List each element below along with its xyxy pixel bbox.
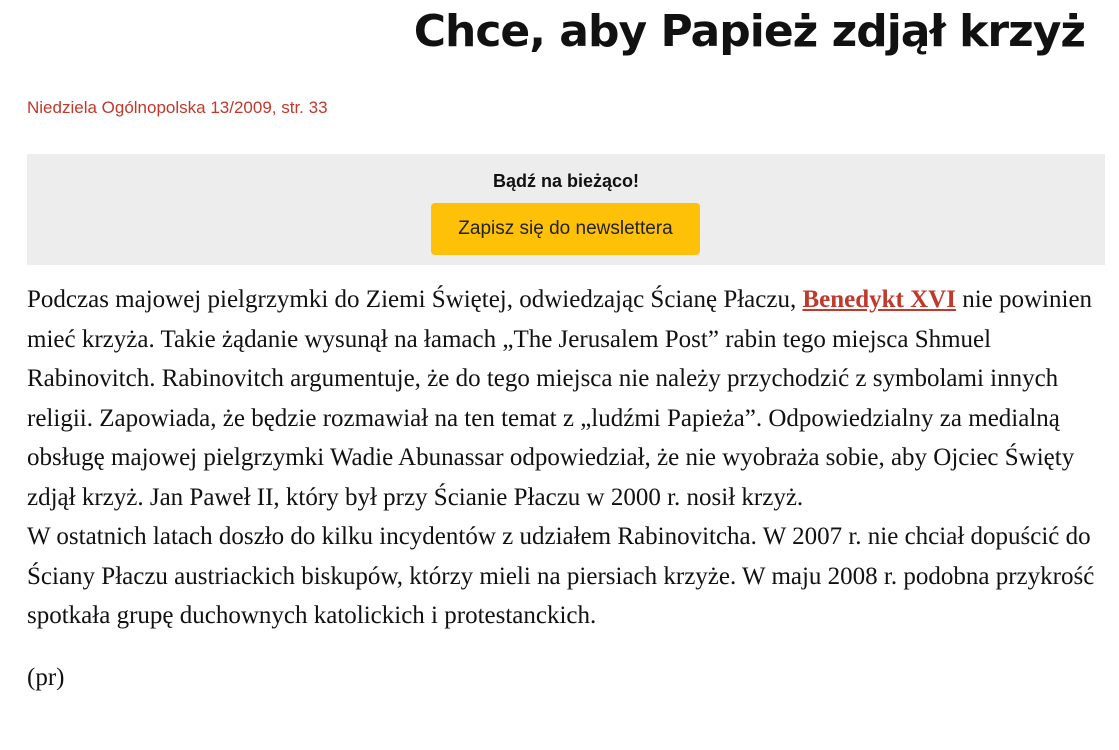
article-paragraph: W ostatnich latach doszło do kilku incydentów z udziałem Rabinovitcha. W 2007 r. nie chciał dopuścić do Ściany Płaczu austriackich biskupów, którzy mieli na piersiach krzyże. W maju 2008 r. podobna przykrość spotkała grupę duchownych katolickich i protestanckich. (27, 523, 1095, 629)
article-paragraph (27, 280, 1107, 517)
paragraph-text: Podczas majowej pielgrzymki do Ziemi Świętej, odwiedzając Ścianę Płaczu, (27, 286, 803, 313)
article-source: Niedziela Ogólnopolska 13/2009, str. 33 (27, 98, 328, 117)
article-body (27, 280, 1107, 697)
benedykt-xvi-link[interactable]: Benedykt XVI (802, 286, 956, 313)
paragraph-text: nie powinien mieć krzyża. Takie żądanie wysunął na łamach „The Jerusalem Post” rabin tego miejsca Shmuel Rabinovitch. Rabinovitch argumentuje, że do tego miejsca nie należy przychodzić z symbolami innych religii. Zapowiada, że będzie rozmawiał na ten temat z „ludźmi Papieża”. Odpowiedzialny za medialną obsługę majowej pielgrzymki Wadie Abunassar odpowiedział, że nie wyobraża sobie, aby Ojciec Święty zdjął krzyż. Jan Paweł II, który był przy Ścianie Płaczu w 2000 r. nosił krzyż. (27, 286, 1093, 511)
newsletter-heading: Bądź na bieżąco! (492, 171, 640, 191)
article-title: Chce, aby Papież zdjął krzyż (413, 6, 1085, 57)
newsletter-box (27, 154, 1105, 265)
newsletter-subscribe-button[interactable]: Zapisz się do newslettera (431, 203, 700, 255)
author-signature: (pr) (27, 663, 65, 691)
